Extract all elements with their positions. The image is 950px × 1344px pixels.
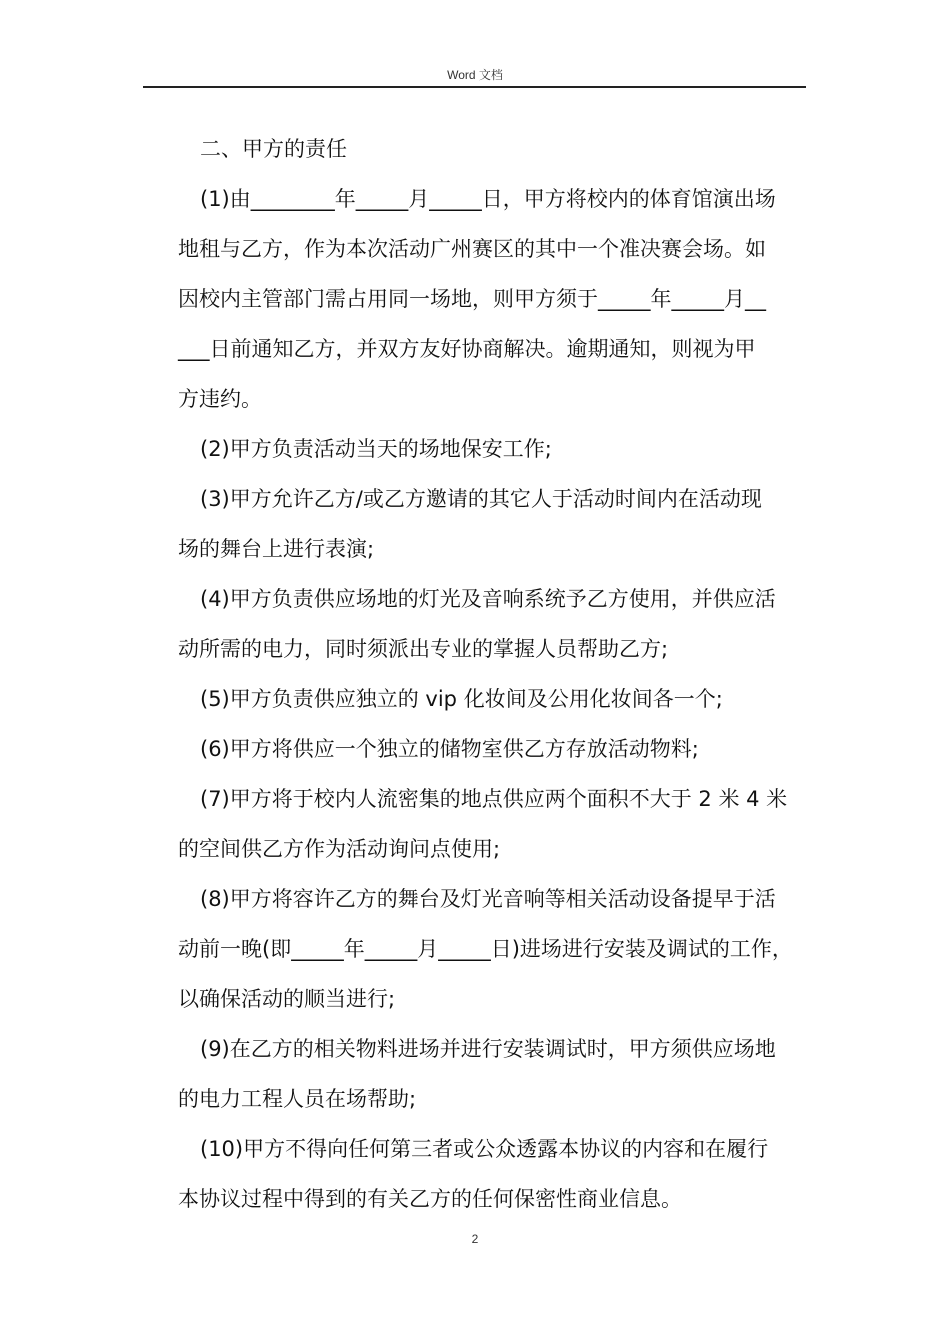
paragraph-line: (1)由________年_____月_____日，甲方将校内的体育馆演出场 [200, 187, 776, 211]
paragraph-line: 的空间供乙方作为活动询问点使用; [178, 837, 501, 861]
paragraph-line: 本协议过程中得到的有关乙方的任何保密性商业信息。 [178, 1187, 682, 1211]
page-header: Word 文档 [447, 68, 503, 82]
paragraph-line: (7)甲方将于校内人流密集的地点供应两个面积不大于 2 米 4 米 [200, 787, 788, 811]
paragraph-line: 动前一晚(即_____年_____月_____日)进场进行安装及调试的工作， [178, 937, 793, 961]
paragraph-line: (2)甲方负责活动当天的场地保安工作; [200, 437, 552, 461]
paragraph-line: 场的舞台上进行表演; [178, 537, 375, 561]
paragraph-line: (9)在乙方的相关物料进场并进行安装调试时，甲方须供应场地 [200, 1037, 776, 1061]
paragraph-line: (4)甲方负责供应场地的灯光及音响系统予乙方使用，并供应活 [200, 587, 776, 611]
paragraph-line: 的电力工程人员在场帮助; [178, 1087, 417, 1111]
paragraph-line: (10)甲方不得向任何第三者或公众透露本协议的内容和在履行 [200, 1137, 769, 1161]
header-divider [143, 86, 806, 88]
paragraph-line: (6)甲方将供应一个独立的储物室供乙方存放活动物料; [200, 737, 699, 761]
paragraph-line: (5)甲方负责供应独立的 vip 化妆间及公用化妆间各一个; [200, 687, 723, 711]
paragraph-line: 方违约。 [178, 387, 262, 411]
paragraph-line: 动所需的电力，同时须派出专业的掌握人员帮助乙方; [178, 637, 669, 661]
page-number: 2 [471, 1232, 479, 1246]
paragraph-line: ___日前通知乙方，并双方友好协商解决。逾期通知，则视为甲 [178, 337, 756, 361]
paragraph-line: 地租与乙方，作为本次活动广州赛区的其中一个准决赛会场。如 [178, 237, 766, 261]
paragraph-line: 因校内主管部门需占用同一场地，则甲方须于_____年_____月__ [178, 287, 766, 311]
paragraph-line: (3)甲方允许乙方/或乙方邀请的其它人于活动时间内在活动现 [200, 487, 762, 511]
paragraph-line: (8)甲方将容许乙方的舞台及灯光音响等相关活动设备提早于活 [200, 887, 776, 911]
section-title: 二、甲方的责任 [200, 137, 347, 161]
paragraph-line: 以确保活动的顺当进行; [178, 987, 396, 1011]
